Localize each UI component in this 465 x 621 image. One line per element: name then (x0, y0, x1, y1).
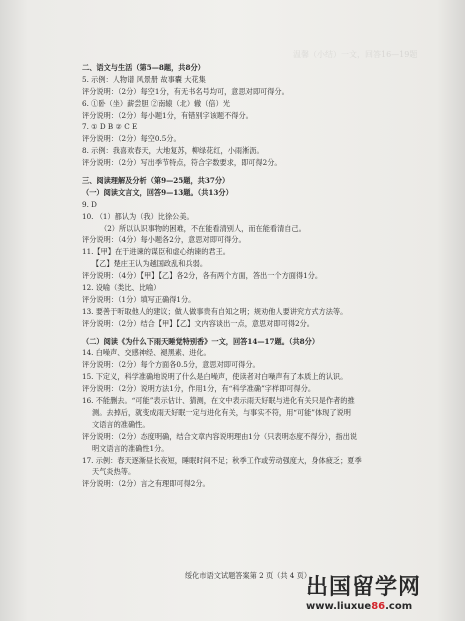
text-line: 10. （1）都认为（我）比徐公美。 (82, 211, 194, 221)
text-line: 【乙】楚庄王认为越国政乱和兵弱。 (92, 259, 208, 269)
text-line: （2）所以认识事物的困难，不在能看清别人，而在能看清自己。 (100, 223, 306, 233)
text-line: 13. 要善于听取他人的建议；做人做事贵有自知之明；规劝他人要讲究方式方法等。 (82, 306, 348, 316)
text-line: 评分说明：（2分）言之有理即可得2分。 (82, 479, 210, 489)
text-line: 评分说明：（2分）写出季节特点，符合字数要求，即可得2分。 (82, 158, 282, 168)
text-line: 评分说明：（2分）结合【甲】【乙】文内容谈出一点，意思对即可得2分。 (82, 318, 314, 328)
watermark-url: www.liuxue86.com (306, 601, 413, 612)
text-line: 7. ① D B ② C E (82, 122, 138, 132)
text-line: 11.【甲】在于进谏的谋臣和虚心纳谏的君王。 (82, 247, 230, 257)
site-watermark (306, 575, 465, 619)
text-line: 天气炎热等。 (92, 467, 136, 477)
section-heading: （二）阅读《为什么下雨天睡觉特别香》一文，回答14—17题。（共8分） (82, 336, 320, 346)
section-heading: 三、阅读理解及分析（第9—25题，共37分） (82, 176, 230, 186)
text-line: 明文语言的准确性1分。 (92, 443, 169, 453)
text-line: 测。去掉后，就变成雨天好眠一定与进化有关，与事实不符，用“可能”体现了说明 (92, 407, 351, 417)
text-line: 评分说明：（2分）说明方法1分，作用1分，有“科学准确”字样即可得分。 (82, 384, 316, 394)
text-line: 16. 不能删去。“可能”表示估计、猜测，在文中表示雨天好眠与进化有关只是作者的推 (82, 396, 355, 406)
text-line: 评分说明：（2分）每小题1分，有错别字该题不得分。 (82, 110, 253, 120)
text-line: 17. 示例：春天逐渐昼长夜短，睡眠时间不足；秋季工作或劳动强度大，身体疲乏；夏季 (82, 455, 362, 465)
text-line: 5. 示例：人物谱 风景册 故事囊 大花集 (82, 74, 206, 84)
section-heading: 二、语文与生活（第5—8题，共8分） (82, 63, 205, 72)
bleed-through-text: 温馨（小结）一文，回答16—19题 (293, 50, 418, 59)
text-line: 评分说明：（2分）每空1分，有无书名号均可，意思对即可得分。 (82, 86, 289, 96)
page-footer: 绥化市语文试题答案第 2 页（共 4 页） (184, 571, 312, 580)
section-heading: （一）阅读文言文，回答9—13题。（共13分） (82, 187, 233, 197)
text-line: 评分说明：（1分）填写正确得1分。 (82, 294, 196, 304)
text-line: 14. 白噪声、交感神经、褪黑素、进化。 (82, 348, 211, 358)
text-line: 评分说明：（2分）每空0.5分。 (82, 134, 181, 144)
text-line: 文语言的准确性。 (92, 419, 150, 429)
text-line: 评分说明：（2分）每个方面各0.5分，意思对即可得分。 (82, 360, 260, 370)
text-line: 8. 示例：我喜欢春天，大地复苏，柳绿花红，小雨淅沥。 (82, 146, 264, 156)
text-line: 6. ①卧（坐）薪尝胆 ②南辕（北）辙（倍）光 (82, 98, 230, 108)
text-line: 12. 设喻（类比、比喻） (82, 283, 161, 293)
answer-key-content (82, 62, 412, 490)
text-line: 评分说明：（4分）每小题各2分，意思对即可得分。 (82, 235, 246, 245)
watermark-site-name: 出国留学网 (306, 575, 422, 600)
text-line: 评分说明：（2分）态度明确，结合文章内容说明理由1分（只表明态度不得分），指出说 (82, 431, 358, 441)
text-line: 评分说明：（4分）【甲】【乙】各2分，各有两个方面，答出一个方面得1分。 (82, 271, 323, 281)
text-line: 15. 下定义，科学准确地说明了什么是白噪声，使读者对白噪声有了本质上的认识。 (82, 372, 348, 382)
text-line: 9. D (82, 199, 97, 209)
